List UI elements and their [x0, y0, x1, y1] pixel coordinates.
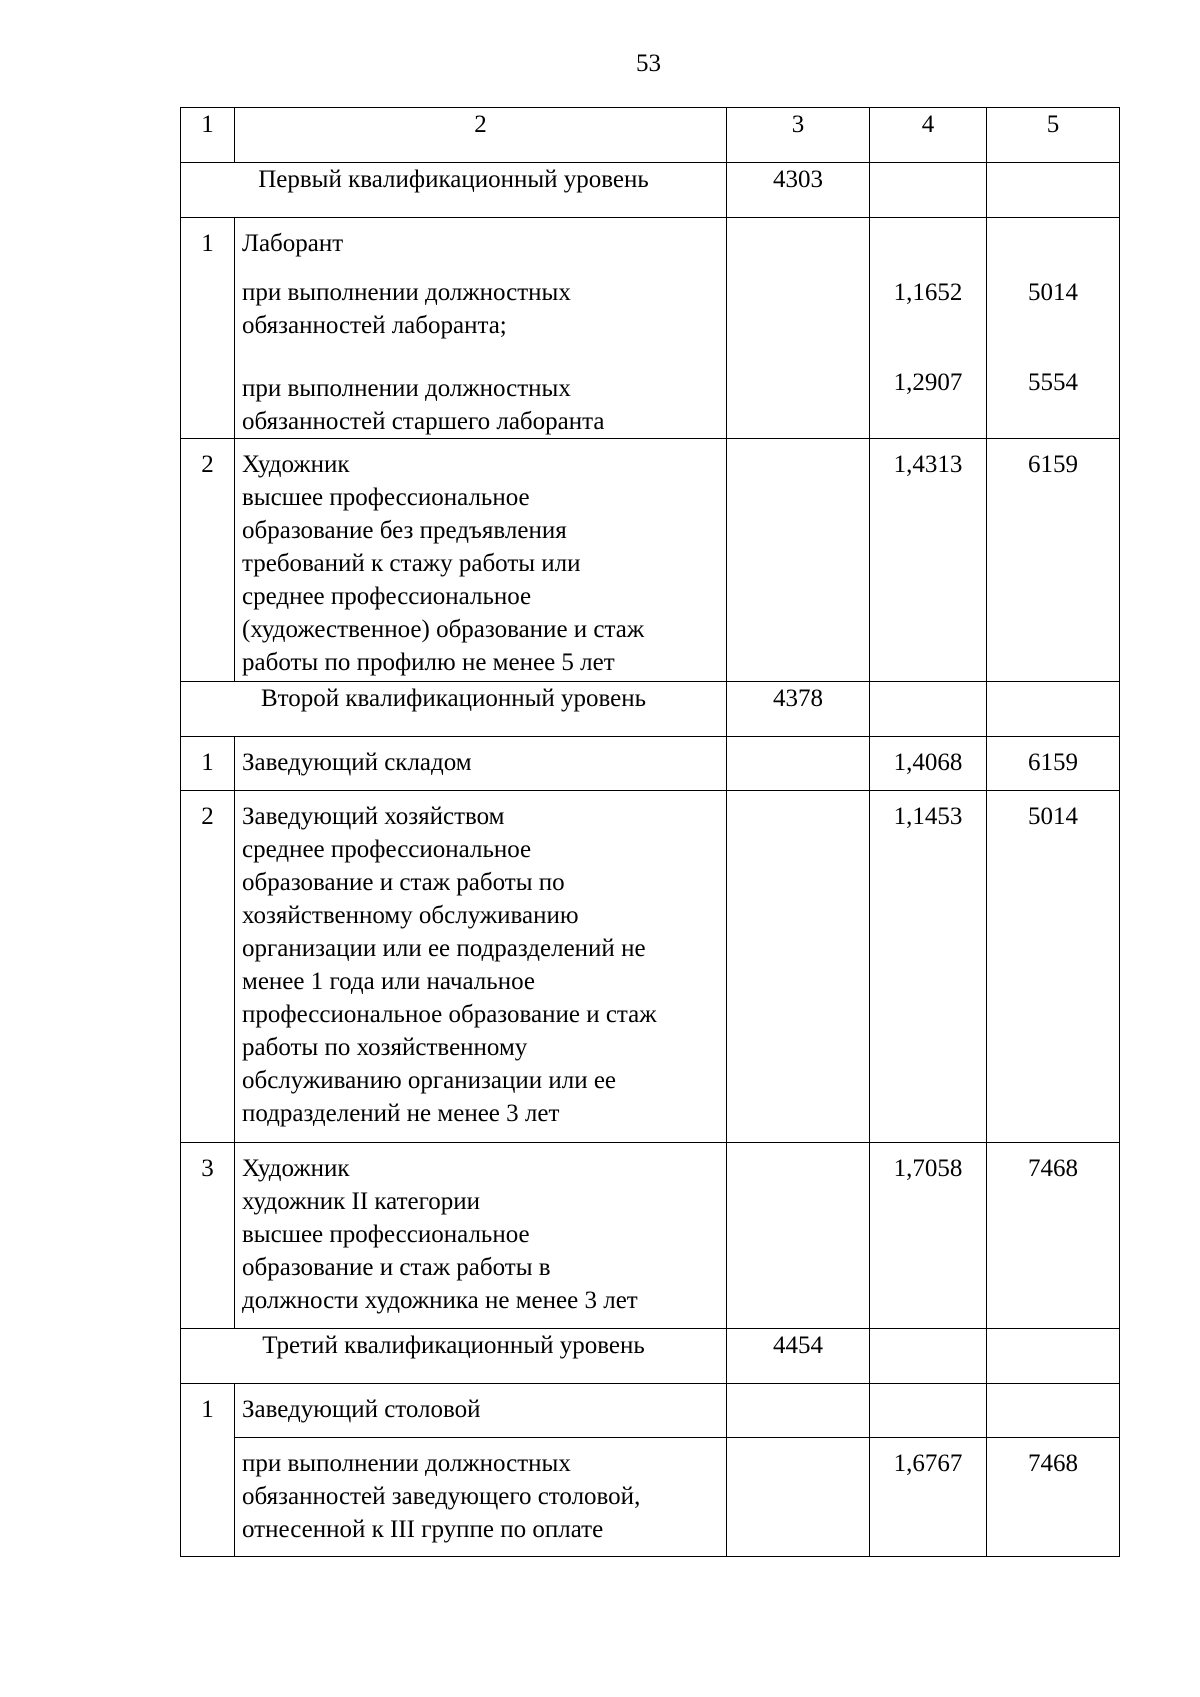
empty-cell	[987, 682, 1120, 737]
position-line: среднее профессиональное	[242, 836, 532, 863]
row-number: 2	[181, 439, 235, 682]
empty-cell	[727, 218, 870, 439]
position-line: обслуживанию организации или ее	[242, 1067, 617, 1094]
table-row	[181, 1438, 1120, 1557]
position-cell	[235, 791, 727, 1143]
position-cell	[235, 218, 727, 439]
level-row	[181, 163, 1120, 218]
salary-value: 7468	[987, 1143, 1120, 1329]
salary-value: 5014	[1028, 279, 1078, 306]
position-line: Заведующий хозяйством	[242, 803, 505, 830]
empty-cell	[987, 1384, 1120, 1438]
position-line: среднее профессиональное	[242, 583, 532, 610]
position-cell	[235, 1438, 727, 1557]
empty-cell	[727, 1438, 870, 1557]
salary-value: 6159	[987, 737, 1120, 791]
salary-value: 5554	[1028, 369, 1078, 396]
coefficient-value: 1,2907	[893, 369, 963, 396]
position-line: требований к стажу работы или	[242, 550, 581, 577]
position-title: Заведующий столовой	[235, 1384, 727, 1438]
position-line: при выполнении должностных	[242, 279, 571, 306]
position-line: высшее профессиональное	[242, 1221, 530, 1248]
table-row	[181, 1384, 1120, 1438]
row-number: 2	[181, 791, 235, 1143]
empty-cell	[727, 439, 870, 682]
header-cell: 1	[181, 108, 235, 163]
coefficient-value: 1,1453	[870, 791, 987, 1143]
position-cell	[235, 439, 727, 682]
coefficient-value: 1,6767	[870, 1438, 987, 1557]
coefficient-cell	[870, 218, 987, 439]
position-line: Художник	[242, 1155, 350, 1182]
position-line: профессиональное образование и стаж	[242, 1001, 657, 1028]
position-cell	[235, 737, 727, 791]
position-line: образование и стаж работы в	[242, 1254, 551, 1281]
table-row	[181, 791, 1120, 1143]
position-line: менее 1 года или начальное	[242, 968, 535, 995]
empty-cell	[870, 1329, 987, 1384]
position-line: высшее профессиональное	[242, 484, 530, 511]
row-number: 1	[181, 737, 235, 791]
empty-cell	[727, 737, 870, 791]
header-cell: 3	[727, 108, 870, 163]
position-line: при выполнении должностных	[242, 375, 571, 402]
coefficient-value: 1,1652	[893, 279, 963, 306]
empty-cell	[870, 1384, 987, 1438]
coefficient-value: 1,4068	[870, 737, 987, 791]
position-line: работы по профилю не менее 5 лет	[242, 649, 615, 676]
level-row	[181, 1329, 1120, 1384]
position-line: обязанностей заведующего столовой,	[242, 1483, 641, 1510]
position-line: отнесенной к III группе по оплате	[242, 1516, 604, 1543]
position-line: хозяйственному обслуживанию	[242, 902, 579, 929]
level-row	[181, 682, 1120, 737]
empty-cell	[987, 1329, 1120, 1384]
level-code: 4454	[727, 1329, 870, 1384]
salary-value: 7468	[987, 1438, 1120, 1557]
position-line: (художественное) образование и стаж	[242, 616, 645, 643]
position-line: подразделений не менее 3 лет	[242, 1100, 560, 1127]
empty-cell	[987, 163, 1120, 218]
position-line: образование и стаж работы по	[242, 869, 565, 896]
position-cell	[235, 1143, 727, 1329]
table-row	[181, 218, 1120, 439]
empty-cell	[727, 1143, 870, 1329]
position-line: при выполнении должностных	[242, 1450, 571, 1477]
table-header-row	[181, 108, 1120, 163]
position-line: организации или ее подразделений не	[242, 935, 646, 962]
level-code: 4378	[727, 682, 870, 737]
position-line: работы по хозяйственному	[242, 1034, 528, 1061]
table-row	[181, 439, 1120, 682]
page-number: 53	[636, 50, 661, 77]
salary-value: 5014	[987, 791, 1120, 1143]
position-line: обязанностей лаборанта;	[242, 312, 507, 339]
table-row	[181, 737, 1120, 791]
empty-cell	[870, 163, 987, 218]
row-number: 3	[181, 1143, 235, 1329]
position-line: художник II категории	[242, 1188, 481, 1215]
salary-value: 6159	[987, 439, 1120, 682]
position-line: обязанностей старшего лаборанта	[242, 408, 605, 435]
coefficient-value: 1,4313	[870, 439, 987, 682]
level-label: Третий квалификационный уровень	[181, 1329, 727, 1384]
row-number: 1	[181, 218, 235, 439]
position-line: должности художника не менее 3 лет	[242, 1287, 638, 1314]
header-cell: 4	[870, 108, 987, 163]
table-row	[181, 1143, 1120, 1329]
header-cell: 5	[987, 108, 1120, 163]
header-cell: 2	[235, 108, 727, 163]
position-title: Лаборант	[242, 230, 344, 257]
position-line: образование без предъявления	[242, 517, 567, 544]
level-code: 4303	[727, 163, 870, 218]
salary-cell	[987, 218, 1120, 439]
empty-cell	[727, 791, 870, 1143]
level-label: Второй квалификационный уровень	[181, 682, 727, 737]
level-label: Первый квалификационный уровень	[181, 163, 727, 218]
empty-cell	[727, 1384, 870, 1438]
empty-cell	[870, 682, 987, 737]
position-line: Заведующий складом	[242, 749, 472, 776]
position-line: Художник	[242, 451, 350, 478]
qualification-table	[180, 107, 1120, 1557]
row-number: 1	[181, 1384, 235, 1557]
coefficient-value: 1,7058	[870, 1143, 987, 1329]
